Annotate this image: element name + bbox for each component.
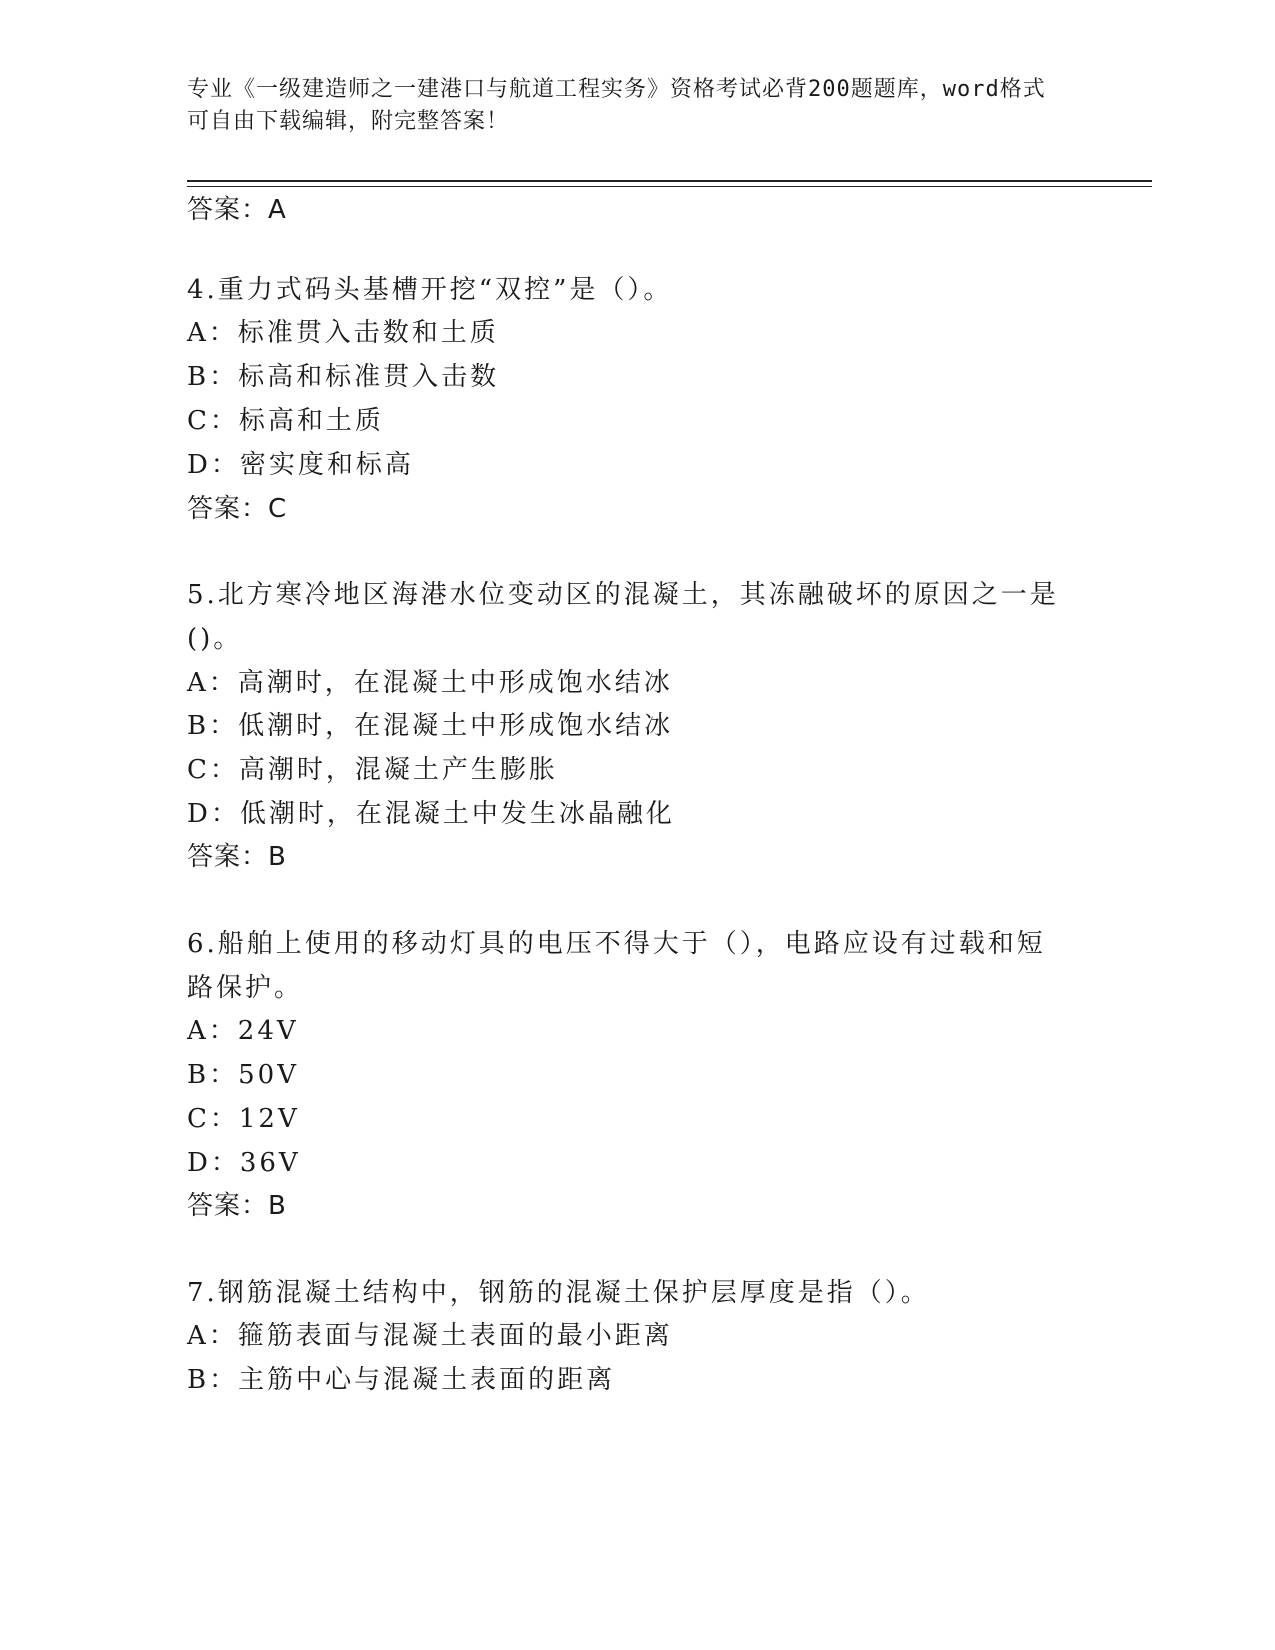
option-c: C：12V	[187, 1104, 300, 1134]
question-stem: 4.重力式码头基槽开挖“双控”是（）。	[187, 275, 673, 305]
option-c: C：标高和土质	[187, 406, 384, 436]
option-b: B：主筋中心与混凝土表面的距离	[187, 1365, 616, 1395]
option-b: B：标高和标准贯入击数	[187, 362, 500, 392]
option-d: D：低潮时，在混凝土中发生冰晶融化	[187, 799, 675, 829]
question-stem: 6.船舶上使用的移动灯具的电压不得大于（），电路应设有过载和短	[187, 929, 1046, 959]
header-divider-thin	[187, 186, 1152, 187]
answer-label: 答案：C	[187, 494, 288, 524]
option-a: A：箍筋表面与混凝土表面的最小距离	[187, 1321, 673, 1351]
answer-label: 答案：A	[187, 195, 287, 225]
document-header: 专业《一级建造师之一建港口与航道工程实务》资格考试必背200题题库，word格式可自由下载编辑，附完整答案！	[187, 77, 1046, 134]
option-a: A：标准贯入击数和土质	[187, 318, 499, 348]
option-a: A：24V	[187, 1016, 299, 1046]
header-divider	[187, 180, 1152, 182]
question-stem: 7.钢筋混凝土结构中，钢筋的混凝土保护层厚度是指（）。	[187, 1278, 930, 1308]
question-stem-continued: ()。	[187, 624, 243, 654]
option-d: D：36V	[187, 1148, 301, 1178]
option-d: D：密实度和标高	[187, 450, 414, 480]
question-stem: 5.北方寒冷地区海港水位变动区的混凝土，其冻融破坏的原因之一是	[187, 580, 1059, 610]
answer-label: 答案：B	[187, 842, 287, 872]
option-a: A：高潮时，在混凝土中形成饱水结冰	[187, 668, 673, 698]
option-c: C：高潮时，混凝土产生膨胀	[187, 755, 558, 785]
answer-label: 答案：B	[187, 1191, 287, 1221]
option-b: B：50V	[187, 1060, 299, 1090]
option-b: B：低潮时，在混凝土中形成饱水结冰	[187, 711, 674, 741]
question-stem-continued: 路保护。	[187, 973, 304, 1003]
